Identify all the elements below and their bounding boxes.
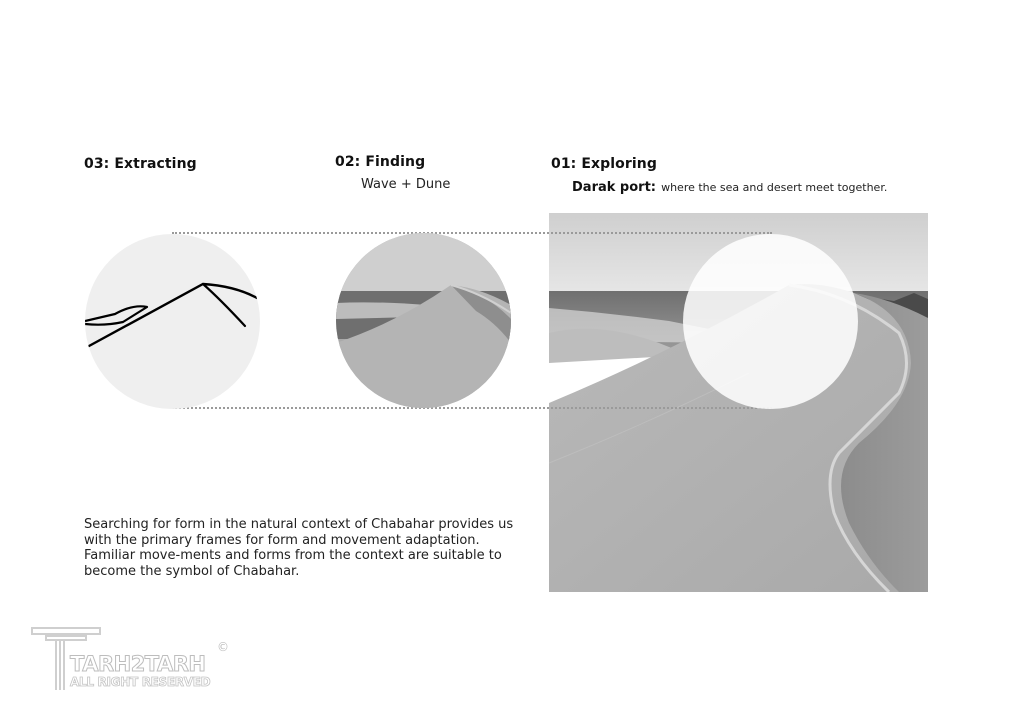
watermark-brand: TARH2TARH (70, 652, 206, 676)
place-note: where the sea and desert meet together. (661, 181, 888, 194)
watermark-logo (30, 626, 240, 694)
step-extracting-title: 03: Extracting (84, 156, 197, 172)
extracting-circle (85, 234, 260, 409)
step-exploring-caption (572, 176, 887, 195)
highlight-circle (683, 234, 858, 409)
guide-line-top (172, 232, 772, 234)
step-finding-subtitle: Wave + Dune (361, 177, 451, 192)
watermark-copyright: © (217, 640, 229, 654)
dune-line-drawing (85, 234, 260, 409)
finding-circle (336, 233, 511, 408)
place-name: Darak port: (572, 180, 656, 195)
step-exploring-title: 01: Exploring (551, 156, 657, 172)
watermark-rights: ALL RIGHT RESERVED (70, 675, 211, 689)
guide-line-bottom (172, 407, 772, 409)
description-text: Searching for form in the natural context of Chabahar provides us with the primary frames for form and movement adaptation. Familiar move-ments and forms from the context are suitable to become the symbol of Chabahar. (84, 517, 514, 579)
wave-dune-crop (336, 233, 511, 408)
step-finding-title: 02: Finding (335, 154, 426, 170)
